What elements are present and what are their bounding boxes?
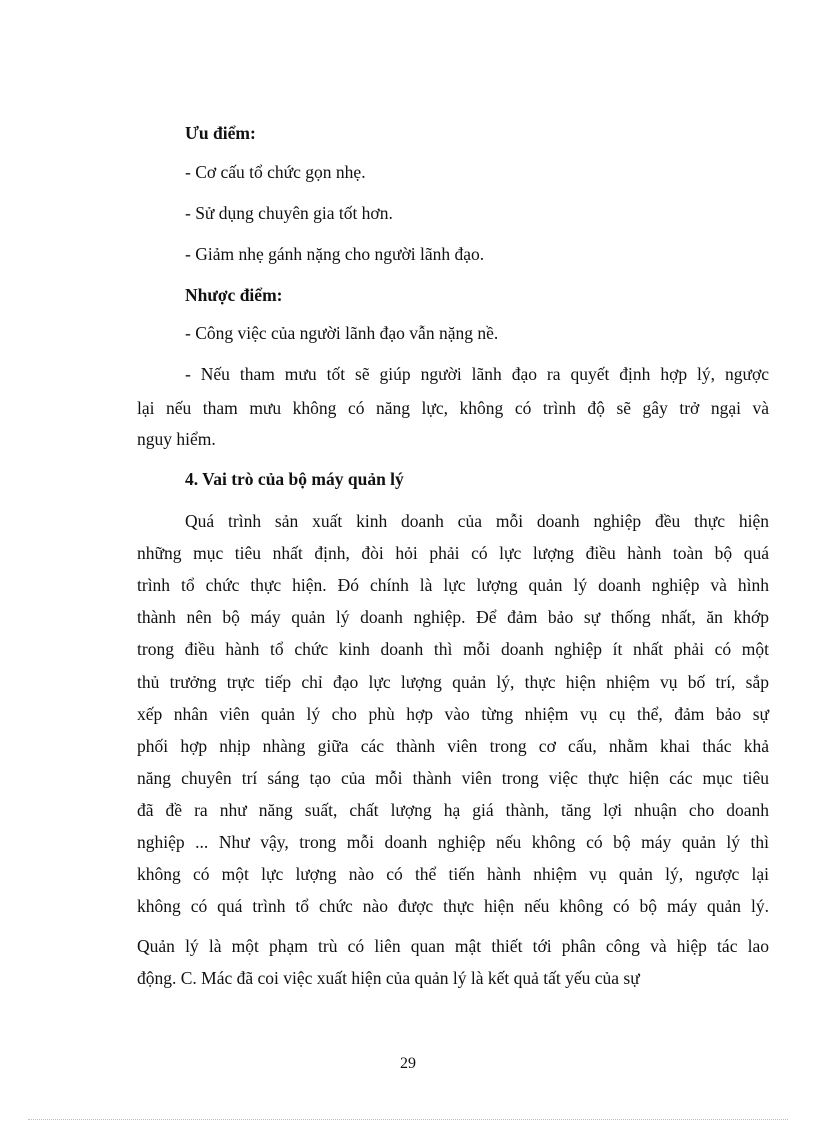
paragraph2-line-2: động. C. Mác đã coi việc xuất hiện của quản lý là kết quả tất yếu của sự (137, 968, 640, 988)
paragraph2-line-1: Quản lý là một phạm trù có liên quan mật thiết tới phân công và hiệp tác lao (137, 936, 769, 956)
paragraph-line-2: những mục tiêu nhất định, đòi hỏi phải có lực lượng điều hành toàn bộ quá (137, 543, 769, 563)
paragraph-line-7: xếp nhân viên quản lý cho phù hợp vào từng nhiệm vụ cụ thể, đảm bảo sự (137, 704, 769, 724)
disadvantage-item-2-line-1: - Nếu tham mưu tốt sẽ giúp người lãnh đạo ra quyết định hợp lý, ngược (185, 364, 769, 384)
paragraph-line-4: thành nên bộ máy quản lý doanh nghiệp. Để đảm bảo sự thống nhất, ăn khớp (137, 607, 769, 627)
disadvantage-item-2-line-2: lại nếu tham mưu không có năng lực, không có trình độ sẽ gây trở ngại và (137, 398, 769, 418)
disadvantage-item-1: - Công việc của người lãnh đạo vẫn nặng nề. (185, 323, 499, 343)
advantage-item-1: - Cơ cấu tổ chức gọn nhẹ. (185, 162, 366, 182)
paragraph-line-6: thủ trưởng trực tiếp chỉ đạo lực lượng quản lý, thực hiện nhiệm vụ bố trí, sắp (137, 672, 769, 692)
page-bottom-divider (28, 1119, 788, 1120)
paragraph-line-13: không có quá trình tổ chức nào được thực hiện nếu không có bộ máy quản lý. (137, 896, 769, 916)
section-heading: 4. Vai trò của bộ máy quản lý (185, 469, 404, 489)
advantage-item-2: - Sử dụng chuyên gia tốt hơn. (185, 203, 393, 223)
advantages-heading: Ưu điểm: (185, 123, 256, 143)
disadvantages-heading: Nhược điểm: (185, 285, 283, 305)
paragraph-line-9: năng chuyên trí sáng tạo của mỗi thành viên trong việc thực hiện các mục tiêu (137, 768, 769, 788)
paragraph-line-5: trong điều hành tổ chức kinh doanh thì mỗi doanh nghiệp ít nhất phải có một (137, 639, 769, 659)
paragraph-line-8: phối hợp nhịp nhàng giữa các thành viên trong cơ cấu, nhằm khai thác khả (137, 736, 769, 756)
page-number: 29 (400, 1055, 416, 1072)
advantage-item-3: - Giảm nhẹ gánh nặng cho người lãnh đạo. (185, 244, 485, 264)
paragraph-line-1: Quá trình sản xuất kinh doanh của mỗi doanh nghiệp đều thực hiện (185, 511, 769, 531)
disadvantage-item-2-line-3: nguy hiểm. (137, 429, 216, 449)
paragraph-line-3: trình tổ chức thực hiện. Đó chính là lực lượng quản lý doanh nghiệp và hình (137, 575, 769, 595)
paragraph-line-10: đã đề ra như năng suất, chất lượng hạ giá thành, tăng lợi nhuận cho doanh (137, 800, 769, 820)
paragraph-line-12: không có một lực lượng nào có thể tiến hành nhiệm vụ quản lý, ngược lại (137, 864, 769, 884)
paragraph-line-11: nghiệp ... Như vậy, trong mỗi doanh nghiệp nếu không có bộ máy quản lý thì (137, 832, 769, 852)
